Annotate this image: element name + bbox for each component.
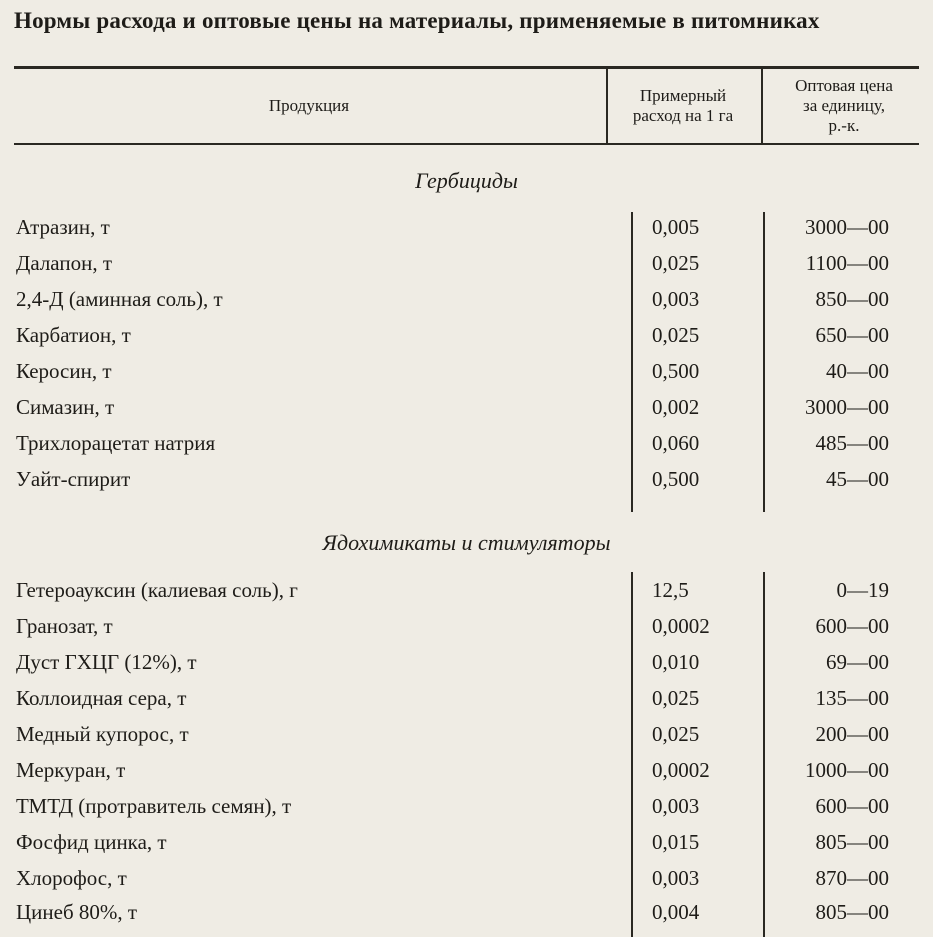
table-row xyxy=(0,900,933,936)
header-price-line: Оптовая цена xyxy=(795,76,893,95)
row-price: 3000—00 xyxy=(805,395,889,419)
row-rate: 12,5 xyxy=(652,578,689,602)
row-product: Далапон, т xyxy=(16,251,113,275)
row-rate: 0,003 xyxy=(652,866,700,890)
table-row xyxy=(0,251,933,287)
row-price: 135—00 xyxy=(815,686,889,710)
row-price: 0—19 xyxy=(836,578,889,602)
table-row xyxy=(0,758,933,794)
row-rate: 0,500 xyxy=(652,467,700,491)
table-row xyxy=(0,866,933,902)
row-price: 69—00 xyxy=(826,650,889,674)
row-price: 600—00 xyxy=(815,794,889,818)
row-price: 40—00 xyxy=(826,359,889,383)
section-title-pesticides: Ядохимикаты и стимуляторы xyxy=(322,530,611,555)
table-row xyxy=(0,467,933,503)
row-product: Меркуран, т xyxy=(16,758,126,782)
row-product: Атразин, т xyxy=(16,215,110,239)
table-row xyxy=(0,287,933,323)
row-price: 1000—00 xyxy=(805,758,889,782)
row-product: Керосин, т xyxy=(16,359,112,383)
row-price: 805—00 xyxy=(815,900,889,924)
row-price: 3000—00 xyxy=(805,215,889,239)
row-rate: 0,003 xyxy=(652,794,700,818)
table-row xyxy=(0,686,933,722)
row-product: Трихлорацетат натрия xyxy=(16,431,216,455)
row-product: 2,4-Д (аминная соль), т xyxy=(16,287,223,311)
table-row xyxy=(0,722,933,758)
row-price: 870—00 xyxy=(815,866,889,890)
row-rate: 0,0002 xyxy=(652,758,710,782)
section-title-herbicides: Гербициды xyxy=(415,168,518,193)
row-price: 200—00 xyxy=(815,722,889,746)
row-product: Гетероауксин (калиевая соль), г xyxy=(16,578,298,602)
row-product: Гранозат, т xyxy=(16,614,113,638)
row-rate: 0,002 xyxy=(652,395,700,419)
row-product: Медный купорос, т xyxy=(16,722,189,746)
row-price: 650—00 xyxy=(815,323,889,347)
header-rate-line: Примерный xyxy=(639,86,727,105)
header-rate xyxy=(608,70,758,142)
row-price: 485—00 xyxy=(815,431,889,455)
table-row xyxy=(0,215,933,251)
row-rate: 0,010 xyxy=(652,650,700,674)
header-price xyxy=(764,70,924,142)
row-rate: 0,0002 xyxy=(652,614,710,638)
header-product xyxy=(14,70,604,142)
table-row xyxy=(0,395,933,431)
row-product: ТМТД (протравитель семян), т xyxy=(16,794,292,818)
header-price-line: за единицу, xyxy=(803,96,885,115)
row-product: Фосфид цинка, т xyxy=(16,830,167,854)
row-rate: 0,025 xyxy=(652,722,700,746)
column-rule-header xyxy=(761,66,763,145)
header-price-line: р.-к. xyxy=(828,116,860,135)
table-row xyxy=(0,431,933,467)
row-product: Карбатион, т xyxy=(16,323,131,347)
table-row xyxy=(0,359,933,395)
row-rate: 0,005 xyxy=(652,215,700,239)
row-product: Симазин, т xyxy=(16,395,115,419)
column-rule-header xyxy=(606,66,608,145)
table-row xyxy=(0,323,933,359)
row-rate: 0,500 xyxy=(652,359,700,383)
page-title: Нормы расхода и оптовые цены на материалы, применяемые в питомниках xyxy=(14,8,820,33)
row-product: Хлорофос, т xyxy=(16,866,127,890)
table-row xyxy=(0,830,933,866)
row-product: Дуст ГХЦГ (12%), т xyxy=(16,650,197,674)
row-rate: 0,003 xyxy=(652,287,700,311)
table-row xyxy=(0,794,933,830)
row-price: 850—00 xyxy=(815,287,889,311)
row-rate: 0,025 xyxy=(652,323,700,347)
row-product: Цинеб 80%, т xyxy=(16,900,138,924)
table-row xyxy=(0,614,933,650)
row-rate: 0,060 xyxy=(652,431,700,455)
row-price: 1100—00 xyxy=(805,251,889,275)
row-rate: 0,025 xyxy=(652,686,700,710)
row-price: 805—00 xyxy=(815,830,889,854)
row-product: Коллоидная сера, т xyxy=(16,686,187,710)
table-row xyxy=(0,650,933,686)
row-product: Уайт-спирит xyxy=(16,467,131,491)
row-rate: 0,025 xyxy=(652,251,700,275)
header-rate-line: расход на 1 га xyxy=(632,106,734,125)
row-price: 600—00 xyxy=(815,614,889,638)
row-rate: 0,015 xyxy=(652,830,700,854)
table-row xyxy=(0,578,933,614)
table-top-rule xyxy=(14,66,919,69)
header-product-label: Продукция xyxy=(268,96,350,115)
row-price: 45—00 xyxy=(826,467,889,491)
header-bottom-rule xyxy=(14,143,919,145)
row-rate: 0,004 xyxy=(652,900,700,924)
